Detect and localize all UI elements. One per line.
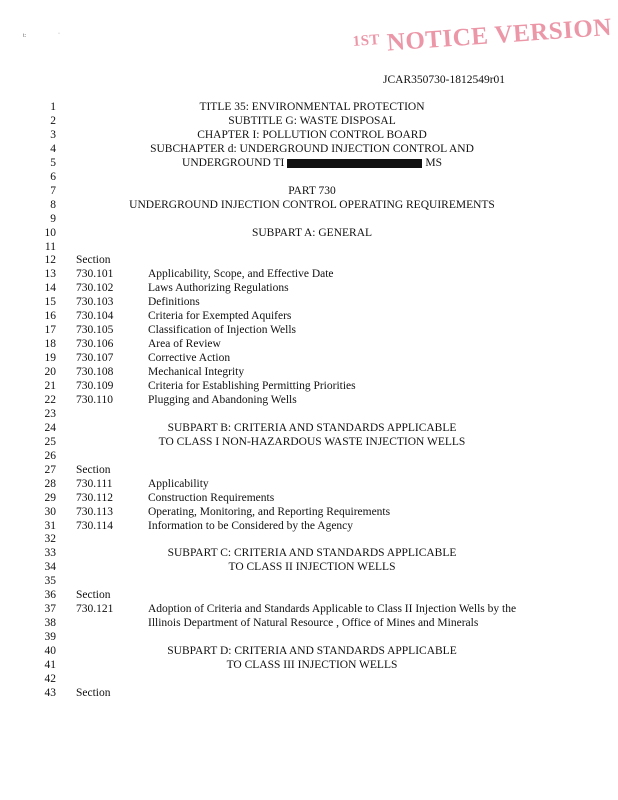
document-line	[0, 532, 618, 546]
document-line	[0, 170, 618, 184]
heading-text	[56, 100, 568, 114]
document-line	[0, 295, 618, 309]
line-number: 8	[50, 198, 56, 211]
document-line	[0, 630, 618, 644]
section-title: Definitions	[148, 296, 200, 309]
document-line	[0, 574, 618, 588]
heading-text	[56, 142, 568, 156]
section-number: 730.108	[76, 366, 114, 379]
line-number: 14	[44, 282, 56, 295]
heading-text	[56, 546, 568, 560]
section-title: Applicability, Scope, and Effective Date	[148, 268, 334, 281]
section-number: Section	[76, 589, 111, 602]
section-title: Information to be Considered by the Agency	[148, 519, 354, 532]
section-number: 730.112	[76, 491, 113, 504]
document-line	[0, 449, 618, 463]
heading-text-part: TO CLASS I NON-HAZARDOUS WASTE INJECTION WELLS	[158, 435, 466, 448]
line-number: 28	[44, 477, 56, 490]
line-number: 25	[44, 435, 56, 448]
heading-text	[56, 421, 568, 435]
line-number: 19	[44, 352, 56, 365]
document-line	[0, 309, 618, 323]
document-line	[0, 281, 618, 295]
document-line	[0, 477, 618, 491]
heading-text	[56, 184, 568, 198]
heading-text-part: PART 730	[288, 184, 336, 197]
document-line	[0, 491, 618, 505]
line-number: 38	[44, 617, 56, 630]
line-number: 15	[44, 296, 56, 309]
document-line	[0, 379, 618, 393]
section-number: 730.106	[76, 338, 114, 351]
document-line	[0, 323, 618, 337]
heading-text-part: SUBTITLE G: WASTE DISPOSAL	[228, 114, 396, 127]
line-number: 4	[50, 142, 56, 155]
section-title: Plugging and Abandoning Wells	[148, 393, 297, 406]
line-number: 20	[44, 366, 56, 379]
line-number: 33	[44, 547, 56, 560]
section-number: 730.101	[76, 268, 114, 281]
line-number: 17	[44, 324, 56, 337]
document-line	[0, 128, 618, 142]
heading-text-part: SUBPART D: CRITERIA AND STANDARDS APPLICABLE	[167, 645, 457, 658]
section-title: Adoption of Criteria and Standards Applicable to Class II Injection Wells by the	[148, 603, 517, 616]
line-number: 7	[50, 184, 56, 197]
heading-text	[56, 198, 568, 212]
line-number: 12	[44, 254, 56, 267]
document-line	[0, 212, 618, 226]
line-number: 1	[50, 101, 56, 113]
document-line	[0, 156, 618, 170]
line-number: 11	[44, 240, 56, 253]
section-number: 730.121	[76, 603, 114, 616]
line-number: 27	[44, 463, 56, 476]
redaction-bar	[287, 159, 422, 168]
heading-text	[56, 560, 568, 574]
document-line	[0, 519, 618, 533]
section-title: Applicability	[148, 477, 209, 490]
document-line	[0, 114, 618, 128]
section-title: Classification of Injection Wells	[148, 324, 297, 337]
document-line	[0, 602, 618, 616]
line-number: 30	[44, 505, 56, 518]
document-line	[0, 365, 618, 379]
line-number: 40	[44, 645, 56, 658]
line-number: 36	[44, 589, 56, 602]
document-line	[0, 616, 618, 630]
line-number: 21	[44, 380, 56, 392]
document-line	[0, 463, 618, 477]
line-number: 2	[50, 114, 56, 127]
section-title: Mechanical Integrity	[148, 366, 245, 379]
heading-text-part: UNDERGROUND TI	[182, 156, 285, 169]
section-number: 730.111	[76, 477, 113, 490]
document-line	[0, 267, 618, 281]
line-number: 29	[44, 491, 56, 504]
line-number: 6	[50, 170, 56, 183]
heading-text-part: SUBPART C: CRITERIA AND STANDARDS APPLICABLE	[167, 547, 457, 560]
document-line	[0, 505, 618, 519]
section-number: 730.102	[76, 282, 114, 295]
section-title: Laws Authorizing Regulations	[148, 282, 289, 295]
section-title: Corrective Action	[148, 352, 231, 365]
line-number: 32	[44, 533, 56, 546]
line-number: 10	[44, 226, 56, 239]
line-number: 22	[44, 393, 56, 406]
document-line	[0, 407, 618, 421]
section-number: 730.110	[76, 393, 113, 406]
line-number: 34	[44, 561, 56, 574]
line-number: 16	[44, 310, 56, 323]
heading-text	[56, 226, 568, 240]
document-line	[0, 226, 618, 240]
line-number: 23	[44, 407, 56, 420]
line-number: 3	[50, 128, 56, 141]
section-number: 730.114	[76, 519, 113, 532]
heading-text-part: TO CLASS III INJECTION WELLS	[226, 659, 398, 671]
section-number: Section	[76, 254, 111, 267]
section-title: Criteria for Exempted Aquifers	[148, 310, 292, 323]
document-line	[0, 393, 618, 407]
document-line	[0, 560, 618, 574]
heading-text-part: MS	[425, 156, 442, 169]
section-number: 730.113	[76, 505, 113, 518]
line-number: 37	[44, 603, 56, 616]
section-title: Operating, Monitoring, and Reporting Requirements	[148, 505, 391, 518]
section-title: Illinois Department of Natural Resource , Office of Mines and Minerals	[148, 617, 479, 630]
document-line	[0, 240, 618, 254]
heading-text	[56, 435, 568, 449]
section-title: Criteria for Establishing Permitting Priorities	[148, 380, 356, 392]
section-number: 730.107	[76, 352, 114, 365]
stamp-ordinal: 1ST	[352, 32, 381, 50]
section-number: Section	[76, 463, 111, 476]
heading-text-part: SUBCHAPTER d: UNDERGROUND INJECTION CONTROL AND	[150, 142, 474, 155]
heading-text-part: TO CLASS II INJECTION WELLS	[228, 561, 396, 574]
line-number: 43	[44, 686, 56, 699]
first-notice-stamp	[352, 14, 613, 60]
heading-text-part: TITLE 35: ENVIRONMENTAL PROTECTION	[199, 101, 425, 113]
document-line	[0, 351, 618, 365]
scan-speck: ·	[58, 31, 60, 37]
scan-speck: t:	[23, 33, 27, 39]
section-title: Construction Requirements	[148, 491, 275, 504]
line-number: 31	[44, 519, 56, 532]
document-line	[0, 672, 618, 686]
section-number: 730.109	[76, 380, 114, 392]
line-number: 24	[44, 421, 56, 434]
stamp-text: NOTICE VERSION	[386, 13, 613, 57]
document-line	[0, 100, 618, 114]
document-line	[0, 546, 618, 560]
document-id: JCAR350730-1812549r01	[383, 74, 506, 86]
line-number: 18	[44, 338, 56, 351]
document-line	[0, 184, 618, 198]
document-line	[0, 658, 618, 672]
heading-text	[56, 156, 568, 170]
section-number: 730.103	[76, 296, 114, 309]
section-title: Area of Review	[148, 338, 221, 351]
line-number: 35	[44, 575, 56, 588]
heading-text-part: SUBPART A: GENERAL	[251, 226, 373, 239]
document-line	[0, 435, 618, 449]
heading-text	[56, 114, 568, 128]
heading-text	[56, 658, 568, 672]
document-line	[0, 337, 618, 351]
line-number: 26	[44, 449, 56, 462]
document-line	[0, 686, 618, 700]
line-number: 9	[50, 212, 56, 225]
document-line	[0, 198, 618, 212]
section-number: Section	[76, 686, 111, 699]
document-line	[0, 644, 618, 658]
line-number: 39	[44, 631, 56, 644]
heading-text	[56, 644, 568, 658]
line-number: 41	[44, 659, 56, 671]
document-line	[0, 142, 618, 156]
heading-text	[56, 128, 568, 142]
line-number: 5	[50, 156, 56, 169]
document-line	[0, 421, 618, 435]
line-number: 42	[44, 672, 56, 685]
heading-text-part: SUBPART B: CRITERIA AND STANDARDS APPLICABLE	[167, 421, 457, 434]
heading-text-part: UNDERGROUND INJECTION CONTROL OPERATING REQUIREMENTS	[129, 198, 495, 211]
heading-text-part: CHAPTER I: POLLUTION CONTROL BOARD	[197, 128, 427, 141]
section-number: 730.105	[76, 324, 114, 337]
document-line	[0, 253, 618, 267]
line-number: 13	[44, 268, 56, 281]
section-number: 730.104	[76, 310, 114, 323]
document-line	[0, 588, 618, 602]
